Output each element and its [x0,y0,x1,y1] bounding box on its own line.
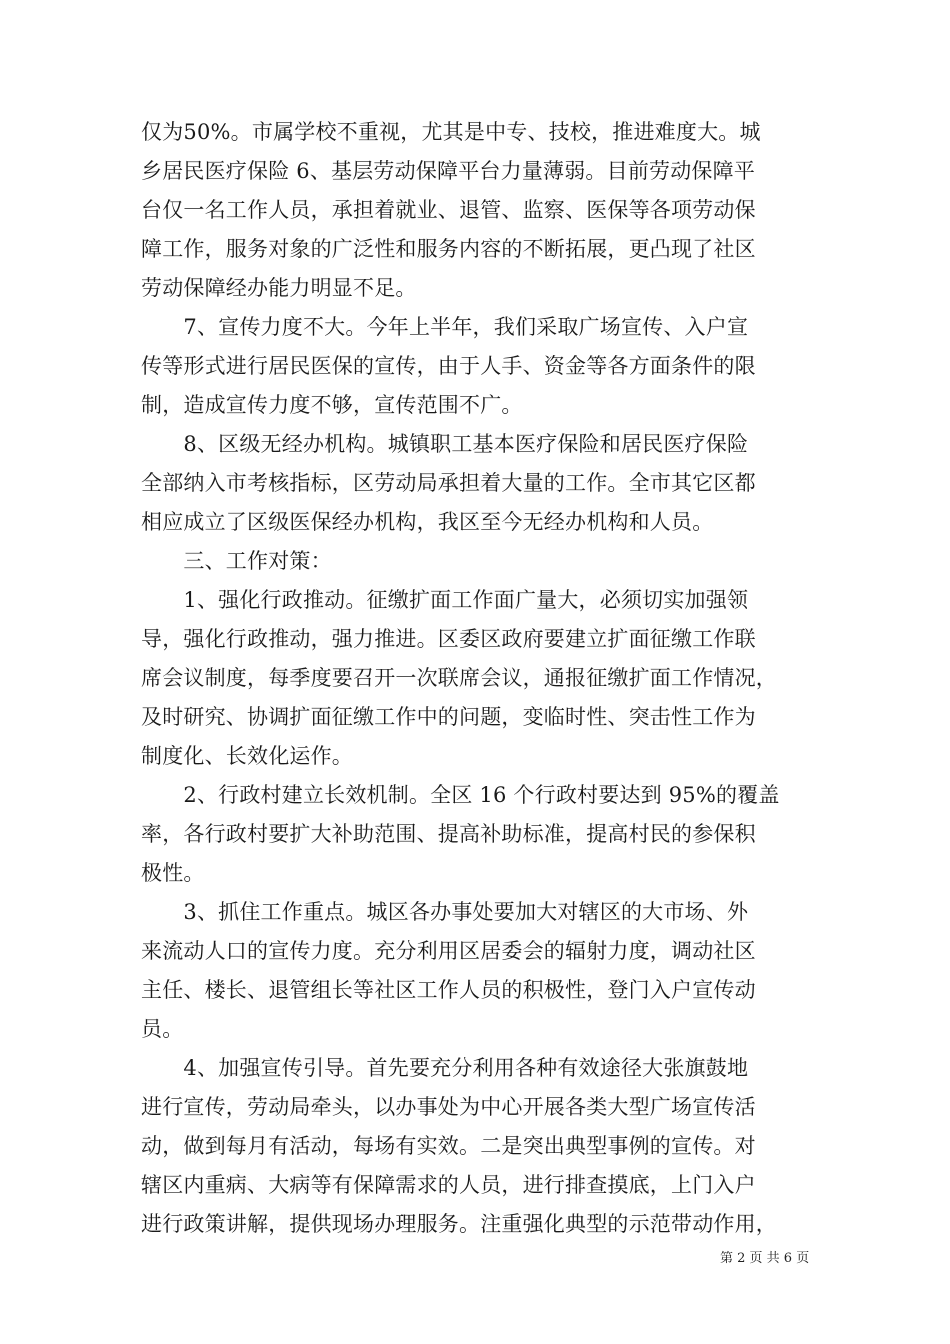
text-line: 相应成立了区级医保经办机构，我区至今无经办机构和人员。 [141,510,714,534]
text-line: 8、区级无经办机构。城镇职工基本医疗保险和居民医疗保险 [141,432,749,456]
text-line: 3、抓住工作重点。城区各办事处要加大对辖区的大市场、外 [141,900,749,924]
text-line: 台仅一名工作人员，承担着就业、退管、监察、医保等各项劳动保 [141,198,756,222]
text-line: 三、工作对策： [141,549,332,573]
text-line: 7、宣传力度不大。今年上半年，我们采取广场宣传、入户宣 [141,315,749,339]
text-line: 来流动人口的宣传力度。充分利用区居委会的辐射力度，调动社区 [141,939,756,963]
text-line: 率，各行政村要扩大补助范围、提高补助标准，提高村民的参保积 [141,822,756,846]
text-line: 导，强化行政推动，强力推进。区委区政府要建立扩面征缴工作联 [141,627,756,651]
text-line: 及时研究、协调扩面征缴工作中的问题，变临时性、突击性工作为 [141,705,756,729]
text-line: 仅为50%。市属学校不重视，尤其是中专、技校，推进难度大。城 [141,120,761,144]
text-line: 4、加强宣传引导。首先要充分利用各种有效途径大张旗鼓地 [141,1056,749,1080]
page-number: 第 2 页 共 6 页 [720,1251,810,1266]
text-line: 全部纳入市考核指标，区劳动局承担着大量的工作。全市其它区都 [141,471,756,495]
text-line: 传等形式进行居民医保的宣传，由于人手、资金等各方面条件的限 [141,354,756,378]
text-line: 进行宣传，劳动局牵头，以办事处为中心开展各类大型广场宣传活 [141,1095,756,1119]
text-line: 2、行政村建立长效机制。全区 16 个行政村要达到 95%的覆盖 [141,783,780,807]
text-line: 乡居民医疗保险 6、基层劳动保障平台力量薄弱。目前劳动保障平 [141,159,756,183]
text-line: 进行政策讲解，提供现场办理服务。注重强化典型的示范带动作用， [141,1212,777,1236]
text-line: 劳动保障经办能力明显不足。 [141,276,417,300]
text-line: 席会议制度，每季度要召开一次联席会议，通报征缴扩面工作情况， [141,666,777,690]
text-line: 主任、楼长、退管组长等社区工作人员的积极性，登门入户宣传动 [141,978,756,1002]
text-line: 制度化、长效化运作。 [141,744,353,768]
text-line: 障工作，服务对象的广泛性和服务内容的不断拓展，更凸现了社区 [141,237,756,261]
text-line: 员。 [141,1017,184,1041]
text-line: 1、强化行政推动。征缴扩面工作面广量大，必须切实加强领 [141,588,749,612]
text-line: 辖区内重病、大病等有保障需求的人员，进行排查摸底，上门入户 [141,1173,756,1197]
text-line: 动，做到每月有活动，每场有实效。二是突出典型事例的宣传。对 [141,1134,756,1158]
text-line: 制，造成宣传力度不够，宣传范围不广。 [141,393,523,417]
text-line: 极性。 [141,861,205,885]
